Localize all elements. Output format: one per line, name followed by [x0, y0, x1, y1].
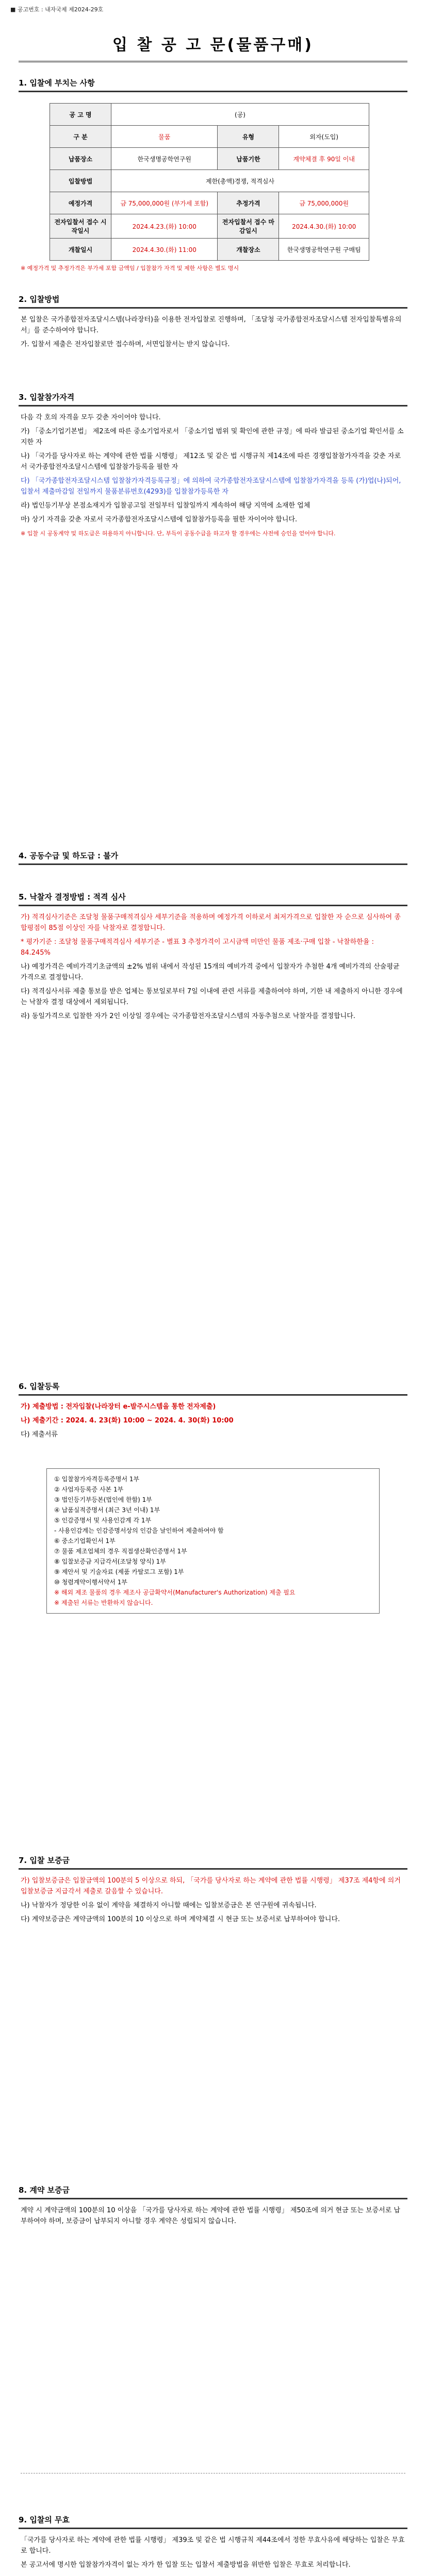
table-row — [50, 126, 369, 148]
title-divider — [19, 61, 407, 62]
table-cell: 2024.4.23.(화) 10:00 — [111, 214, 218, 239]
table-cell: 추정가격 — [218, 192, 279, 214]
list-item: ⑥ 중소기업확인서 1부 — [54, 1537, 116, 1545]
paragraph: 다) 「국가종합전자조달시스템 입찰참가자격등록규정」에 의하여 국가종합전자조달시스템에 입찰참가자격을 등록 (가)업(나)되어, 입찰서 제출마감일 전일까지 물품분류번호(4293)를 입찰참가등록한 자 — [21, 477, 401, 496]
table-cell: 입찰방법 — [50, 170, 111, 192]
list-item: ⑨ 제안서 및 기술자료 (제품 카탈로그 포함) 1부 — [54, 1568, 184, 1575]
list-item: ⑤ 인감증명서 및 사용인감계 각 1부 — [54, 1517, 152, 1524]
bid-info-table — [50, 103, 369, 261]
list-item: ⑩ 청렴계약이행서약서 1부 — [54, 1579, 127, 1586]
list-item: - 사용인감계는 인감증명서상의 인감을 날인하여 제출하여야 함 — [54, 1527, 224, 1534]
table-cell: 금 75,000,000원 — [279, 192, 369, 214]
section-1-note: ※ 예정가격 및 추정가격은 부가세 포함 금액임 / 입찰참가 자격 및 제한 사항은 별도 명시 — [21, 265, 239, 272]
table-cell: 예정가격 — [50, 192, 111, 214]
paragraph: 가) 「중소기업기본법」 제2조에 따른 중소기업자로서 「중소기업 범위 및 확인에 관한 규정」에 따라 발급된 중소기업 확인서를 소지한 자 — [21, 428, 404, 446]
section-divider — [19, 405, 407, 406]
table-row — [50, 104, 369, 126]
table-row — [50, 239, 369, 261]
table-cell: 유형 — [218, 126, 279, 148]
paragraph: * 평가기준 : 조달청 물품구매적격심사 세부기준 - 별표 3 추정가격이 고시금액 미만인 물품 제조·구매 입찰 - 낙찰하한율 : 84.245% — [21, 938, 374, 957]
section-divider — [19, 863, 407, 865]
list-item: ① 입찰참가자격등록증명서 1부 — [54, 1476, 140, 1483]
table-cell: 외자(도입) — [279, 126, 369, 148]
paragraph: 다음 각 호의 자격을 모두 갖춘 자이어야 합니다. — [21, 414, 161, 421]
paragraph: 가) 제출방법 : 전자입찰(나라장터 e-발주시스템을 통한 전자제출) — [21, 1403, 216, 1411]
paragraph: 가) 적격심사기준은 조달청 물품구매적격심사 세부기준을 적용하며 예정가격 이하로서 최저가격으로 입찰한 자 순으로 심사하여 종합평점이 85점 이상인 자를 낙찰자로 결정합니다. — [21, 913, 401, 932]
section-divider — [19, 905, 407, 906]
notice-number: ■ 공고번호 : 내자국제 제2024-29호 — [10, 6, 104, 13]
table-cell: 구 분 — [50, 126, 111, 148]
section-2-heading: 2. 입찰방법 — [19, 295, 60, 304]
paragraph: 계약 시 계약금액의 100분의 10 이상을 「국가를 당사자로 하는 계약에 관한 법률 시행령」 제50조에 의거 현금 또는 보증서로 납부하여야 하며, 보증금이 납부되지 아니할 경우 계약은 성립되지 않습니다. — [21, 2207, 400, 2225]
table-cell: 전자입찰서 접수 시작일시 — [50, 214, 111, 239]
section-7-heading: 7. 입찰 보증금 — [19, 1856, 70, 1865]
paragraph: 본 입찰은 국가종합전자조달시스템(나라장터)을 이용한 전자입찰로 진행하며, 「조달청 국가종합전자조달시스템 전자입찰특별유의서」를 준수하여야 합니다. — [21, 316, 402, 334]
section-5-body — [21, 912, 405, 1025]
table-cell: 한국생명공학연구원 — [111, 148, 218, 170]
paragraph: 다) 적격심사서류 제출 통보를 받은 업체는 통보일로부터 7일 이내에 관련 서류를 제출하여야 하며, 기한 내 제출하지 아니한 경우에는 낙찰자 결정 대상에서 제외됩니다. — [21, 988, 403, 1006]
list-item: ⑦ 물품 제조업체의 경우 직접생산확인증명서 1부 — [54, 1548, 187, 1555]
section-divider — [19, 2198, 407, 2199]
table-cell: 제한(총액)경쟁, 적격심사 — [111, 170, 369, 192]
paragraph: 가) 입찰보증금은 입찰금액의 100분의 5 이상으로 하되, 「국가를 당사자로 하는 계약에 관한 법률 시행령」 제37조 제4항에 의거 입찰보증금 지급각서 제출로 갈음할 수 있습니다. — [21, 1877, 401, 1895]
table-cell: 2024.4.30.(화) 11:00 — [111, 239, 218, 261]
paragraph: 가. 입찰서 제출은 전자입찰로만 접수하며, 서면입찰서는 받지 않습니다. — [21, 341, 230, 348]
section-1-heading: 1. 입찰에 부치는 사항 — [19, 78, 95, 88]
paragraph: 라) 법인등기부상 본점소재지가 입찰공고일 전일부터 입찰일까지 계속하여 해당 지역에 소재한 업체 — [21, 502, 310, 510]
section-divider — [19, 91, 407, 92]
table-cell: 전자입찰서 접수 마감일시 — [218, 214, 279, 239]
section-9-body — [21, 2535, 405, 2573]
section-3-heading: 3. 입찰참가자격 — [19, 393, 75, 402]
table-cell: (공) — [111, 104, 369, 126]
table-row — [50, 170, 369, 192]
section-divider — [19, 1394, 407, 1396]
section-6-heading: 6. 입찰등록 — [19, 1382, 60, 1391]
list-item: ③ 법인등기부등본(법인에 한함) 1부 — [54, 1496, 152, 1503]
paragraph: 마) 상기 자격을 갖춘 자로서 국가종합전자조달시스템에 입찰참가등록을 필한 자이어야 합니다. — [21, 516, 298, 523]
list-item: ※ 제출된 서류는 반환하지 않습니다. — [54, 1599, 153, 1606]
list-item: ④ 납품실적증명서 (최근 3년 이내) 1부 — [54, 1506, 160, 1514]
table-cell: 납품기한 — [218, 148, 279, 170]
table-cell: 금 75,000,000원 (부가세 포함) — [111, 192, 218, 214]
table-cell: 2024.4.30.(화) 10:00 — [279, 214, 369, 239]
section-divider — [19, 2528, 407, 2529]
table-cell: 물품 — [111, 126, 218, 148]
section-9-heading: 9. 입찰의 무효 — [19, 2515, 70, 2524]
paragraph: ※ 입찰 시 공동계약 및 하도급은 허용하지 아니합니다. 단, 부득이 공동수급을 하고자 할 경우에는 사전에 승인을 얻어야 합니다. — [21, 530, 336, 537]
paragraph: 다) 제출서류 — [21, 1431, 58, 1438]
page-title: 입 찰 공 고 문(물품구매) — [112, 36, 314, 54]
section-divider — [19, 1868, 407, 1870]
table-cell: 납품장소 — [50, 148, 111, 170]
required-documents-box — [46, 1468, 380, 1614]
paragraph: 라) 동일가격으로 입찰한 자가 2인 이상일 경우에는 국가종합전자조달시스템의 자동추첨으로 낙찰자를 결정합니다. — [21, 1012, 356, 1020]
paragraph: 나) 낙찰자가 정당한 이유 없이 계약을 체결하지 아니할 때에는 입찰보증금은 본 연구원에 귀속됩니다. — [21, 1902, 317, 1909]
section-5-heading: 5. 낙찰자 결정방법 : 적격 심사 — [19, 892, 126, 902]
paragraph: 나) 예정가격은 예비가격기초금액의 ±2% 범위 내에서 작성된 15개의 예비가격 중에서 입찰자가 추첨한 4개 예비가격의 산술평균가격으로 결정합니다. — [21, 963, 400, 981]
section-7-body — [21, 1875, 405, 1928]
paragraph: 「국가를 당사자로 하는 계약에 관한 법률 시행령」 제39조 및 같은 법 시행규칙 제44조에서 정한 무효사유에 해당하는 입찰은 무효로 합니다. — [21, 2536, 405, 2555]
table-cell: 한국생명공학연구원 구매팀 — [279, 239, 369, 261]
table-row — [50, 214, 369, 239]
list-item: ② 사업자등록증 사본 1부 — [54, 1486, 124, 1493]
table-cell: 공 고 명 — [50, 104, 111, 126]
table-cell: 계약체결 후 90일 이내 — [279, 148, 369, 170]
paragraph: 다) 계약보증금은 계약금액의 100분의 10 이상으로 하며 계약체결 시 현금 또는 보증서로 납부하여야 합니다. — [21, 1916, 340, 1923]
table-cell: 개찰장소 — [218, 239, 279, 261]
section-6-body — [21, 1401, 405, 1443]
section-2-body — [21, 314, 405, 353]
paragraph: 나) 제출기간 : 2024. 4. 23(화) 10:00 ~ 2024. 4. 30(화) 10:00 — [21, 1417, 234, 1425]
section-3-body — [21, 412, 405, 542]
table-row — [50, 148, 369, 170]
section-8-heading: 8. 계약 보증금 — [19, 2185, 70, 2195]
table-row — [50, 192, 369, 214]
list-item: ⑧ 입찰보증금 지급각서(조달청 양식) 1부 — [54, 1558, 166, 1565]
section-divider — [19, 307, 407, 309]
section-4-heading: 4. 공동수급 및 하도급 : 불가 — [19, 851, 119, 860]
list-item: ※ 해외 제조 물품의 경우 제조사 공급확약서(Manufacturer's Authorization) 제출 필요 — [54, 1589, 296, 1596]
paragraph: 본 공고서에 명시한 입찰참가자격이 없는 자가 한 입찰 또는 입찰서 제출방법을 위반한 입찰은 무효로 처리합니다. — [21, 2561, 351, 2569]
table-cell: 개찰일시 — [50, 239, 111, 261]
section-8-body — [21, 2205, 405, 2230]
paragraph: 나) 「국가를 당사자로 하는 계약에 관한 법률 시행령」 제12조 및 같은 법 시행규칙 제14조에 따른 경쟁입찰참가자격을 갖춘 자로서 국가종합전자조달시스템에 입찰참가등록을 필한 자 — [21, 452, 401, 471]
